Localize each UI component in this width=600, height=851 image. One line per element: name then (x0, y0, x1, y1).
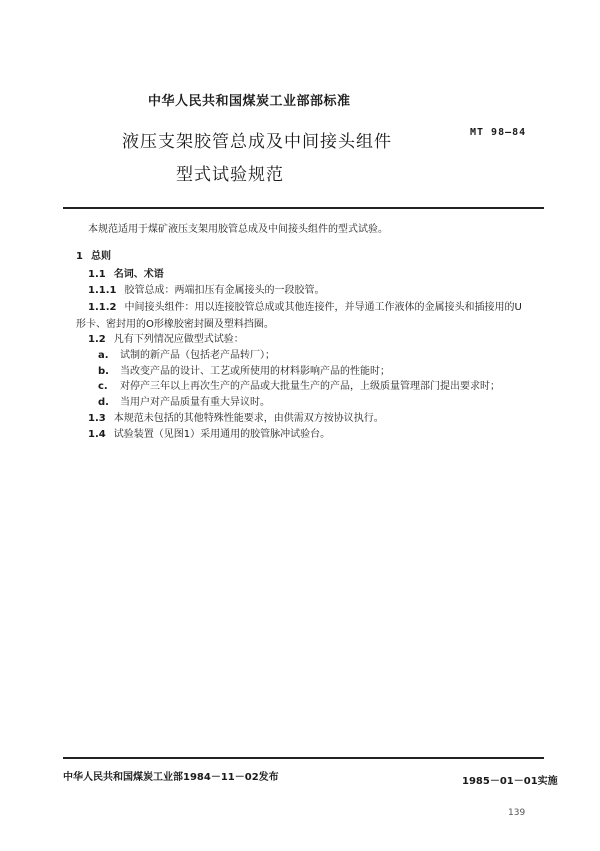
list-text: 对停产三年以上再次生产的产品或大批量生产的产品，上级质量管理部门提出要求时； (120, 381, 500, 392)
issue-date: 中华人民共和国煤炭工业部1984－11－02发布 (63, 772, 279, 783)
effective-date: 1985－01－01实施 (462, 776, 558, 787)
clause-1-4 (88, 428, 330, 442)
clause-number: 1.4 (88, 429, 106, 440)
document-title-line2: 型式试验规范 (176, 165, 284, 185)
clause-1-2 (88, 333, 244, 347)
section-number: 1.1 (88, 269, 106, 280)
list-item-c (98, 380, 500, 394)
list-item-b (98, 365, 390, 379)
clause-text: 本规范未包括的其他特殊性能要求，由供需双方按协议执行。 (113, 413, 384, 424)
list-item-a (98, 349, 275, 363)
list-label: d. (98, 397, 109, 408)
header-divider (63, 207, 544, 209)
clause-1-3 (88, 412, 384, 426)
list-label: c. (98, 381, 108, 392)
section-1-heading (76, 250, 111, 264)
clause-number: 1.3 (88, 413, 106, 424)
section-1-1-heading (88, 268, 164, 282)
list-label: b. (98, 366, 109, 377)
document-title-line1: 液压支架胶管总成及中间接头组件 (122, 132, 392, 152)
clause-text: 中间接头组件：用以连接胶管总成或其他连接件，并导通工作液体的金属接头和插接用的U (124, 302, 522, 313)
list-text: 当改变产品的设计、工艺或所使用的材料影响产品的性能时； (120, 366, 390, 377)
standard-code: MT 98—84 (470, 127, 527, 138)
scope-paragraph: 本规范适用于煤矿液压支架用胶管总成及中间接头组件的型式试验。 (88, 224, 388, 235)
section-title: 名词、术语 (113, 269, 164, 280)
clause-1-1-1 (88, 284, 324, 298)
list-text: 当用户对产品质量有重大异议时。 (120, 397, 270, 408)
clause-1-1-2 (88, 301, 522, 315)
list-label: a. (98, 350, 109, 361)
clause-number: 1.1.1 (88, 285, 117, 296)
section-number: 1 (76, 251, 83, 262)
list-text: 试制的新产品（包括老产品转厂）； (120, 350, 275, 361)
section-title: 总则 (90, 251, 111, 262)
page-number: 139 (508, 808, 526, 818)
clause-text: 试验装置（见图1）采用通用的胶管脉冲试验台。 (113, 429, 331, 440)
clause-number: 1.2 (88, 334, 106, 345)
list-item-d (98, 396, 270, 410)
clause-number: 1.1.2 (88, 302, 117, 313)
clause-text: 胶管总成：两端扣压有金属接头的一段胶管。 (124, 285, 325, 296)
clause-1-1-2-continued: 形卡、密封用的O形橡胶密封圈及塑料挡圈。 (76, 319, 274, 330)
clause-text: 凡有下列情况应做型式试验： (113, 334, 244, 345)
issuing-ministry: 中华人民共和国煤炭工业部部标准 (148, 94, 351, 109)
footer-divider (63, 757, 544, 759)
